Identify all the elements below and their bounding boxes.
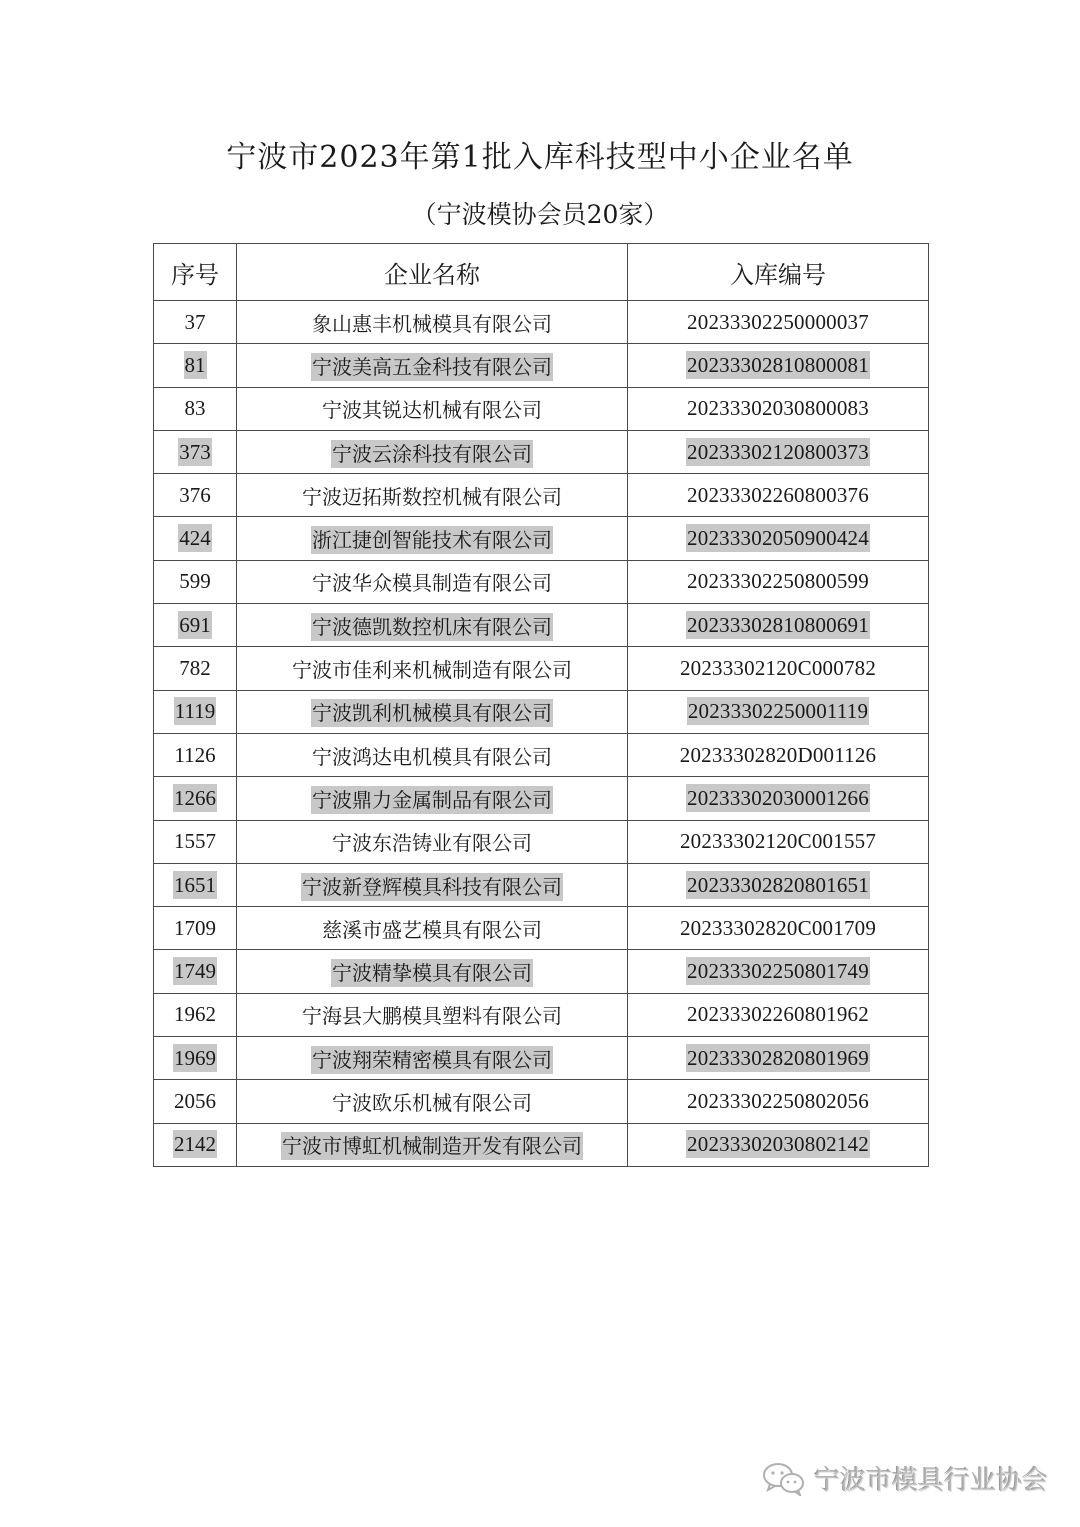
cell-enterprise-name	[237, 474, 628, 517]
table-row	[154, 387, 929, 430]
cell-registration-code-text: 20233302820801651	[687, 872, 869, 897]
cell-registration-code-text: 20233302120C001557	[679, 829, 877, 854]
cell-registration-code-text: 20233302810800691	[687, 612, 869, 637]
cell-registration-code	[628, 344, 929, 387]
cell-enterprise-name-text: 慈溪市盛艺模具有限公司	[322, 917, 542, 942]
cell-enterprise-name-text: 宁波美高五金科技有限公司	[312, 354, 552, 379]
cell-registration-code	[628, 950, 929, 993]
cell-enterprise-name	[237, 820, 628, 863]
cell-enterprise-name	[237, 733, 628, 776]
cell-enterprise-name-text: 宁波翔荣精密模具有限公司	[312, 1047, 552, 1072]
cell-enterprise-name	[237, 560, 628, 603]
cell-enterprise-name-text: 宁波精挚模具有限公司	[332, 961, 532, 986]
enterprise-table	[153, 243, 929, 1167]
cell-registration-code	[628, 820, 929, 863]
cell-registration-code-text: 20233302030800083	[687, 396, 869, 421]
cell-serial-number	[154, 344, 237, 387]
cell-enterprise-name	[237, 1080, 628, 1123]
cell-registration-code-text: 20233302250801749	[687, 959, 869, 984]
cell-serial-number	[154, 474, 237, 517]
cell-enterprise-name-text: 宁波德凯数控机床有限公司	[312, 614, 552, 639]
table-row	[154, 733, 929, 776]
table-row	[154, 993, 929, 1036]
cell-registration-code	[628, 993, 929, 1036]
cell-serial-number	[154, 1080, 237, 1123]
cell-serial-number	[154, 950, 237, 993]
table-row	[154, 950, 929, 993]
cell-enterprise-name-text: 宁波鸿达电机模具有限公司	[312, 744, 552, 769]
cell-registration-code	[628, 517, 929, 560]
cell-enterprise-name	[237, 950, 628, 993]
cell-serial-number	[154, 690, 237, 733]
cell-enterprise-name-text: 宁波云涂科技有限公司	[332, 441, 532, 466]
cell-registration-code	[628, 430, 929, 473]
cell-enterprise-name-text: 宁波市博虹机械制造开发有限公司	[282, 1134, 582, 1159]
cell-serial-number-text: 2056	[174, 1088, 216, 1113]
cell-serial-number-text: 1651	[174, 872, 216, 897]
cell-serial-number-text: 424	[179, 526, 211, 551]
cell-enterprise-name-text: 宁波鼎力金属制品有限公司	[312, 787, 552, 812]
cell-serial-number	[154, 647, 237, 690]
cell-enterprise-name	[237, 1123, 628, 1166]
cell-enterprise-name	[237, 863, 628, 906]
cell-enterprise-name	[237, 387, 628, 430]
cell-serial-number-text: 691	[179, 612, 211, 637]
table-row	[154, 820, 929, 863]
header-serial-number: 序号	[154, 244, 237, 301]
cell-serial-number	[154, 301, 237, 344]
cell-enterprise-name	[237, 344, 628, 387]
table-row	[154, 430, 929, 473]
cell-registration-code	[628, 387, 929, 430]
cell-registration-code-text: 20233302820801969	[687, 1045, 869, 1070]
cell-registration-code	[628, 863, 929, 906]
cell-registration-code	[628, 1037, 929, 1080]
table-row	[154, 907, 929, 950]
cell-enterprise-name	[237, 777, 628, 820]
cell-registration-code-text: 20233302820C001709	[679, 915, 877, 940]
table-row	[154, 777, 929, 820]
cell-enterprise-name	[237, 604, 628, 647]
cell-enterprise-name	[237, 907, 628, 950]
cell-registration-code-text: 20233302260801962	[687, 1002, 869, 1027]
cell-registration-code	[628, 733, 929, 776]
watermark-text: 宁波市模具行业协会	[813, 1466, 1048, 1496]
cell-registration-code	[628, 560, 929, 603]
cell-serial-number	[154, 1037, 237, 1080]
cell-registration-code	[628, 1123, 929, 1166]
cell-registration-code	[628, 301, 929, 344]
header-enterprise-name: 企业名称	[237, 244, 628, 301]
cell-registration-code	[628, 907, 929, 950]
cell-serial-number	[154, 777, 237, 820]
cell-serial-number-text: 1557	[174, 829, 216, 854]
cell-enterprise-name-text: 宁波凯利机械模具有限公司	[312, 701, 552, 726]
cell-serial-number	[154, 993, 237, 1036]
cell-serial-number	[154, 820, 237, 863]
cell-registration-code-text: 20233302250000037	[687, 309, 869, 334]
cell-registration-code	[628, 474, 929, 517]
header-registration-code: 入库编号	[628, 244, 929, 301]
cell-serial-number-text: 37	[184, 309, 206, 334]
cell-serial-number-text: 1709	[174, 915, 216, 940]
cell-serial-number	[154, 907, 237, 950]
cell-serial-number-text: 373	[179, 439, 211, 464]
cell-registration-code	[628, 1080, 929, 1123]
table-row	[154, 344, 929, 387]
cell-enterprise-name-text: 宁波欧乐机械有限公司	[332, 1090, 532, 1115]
table-row	[154, 690, 929, 733]
cell-enterprise-name-text: 宁波东浩铸业有限公司	[332, 831, 532, 856]
cell-enterprise-name-text: 宁波市佳利来机械制造有限公司	[292, 658, 572, 683]
document-subtitle: （宁波模协会员20家）	[411, 200, 669, 229]
cell-enterprise-name	[237, 993, 628, 1036]
cell-registration-code-text: 20233302120800373	[687, 439, 869, 464]
cell-registration-code-text: 20233302120C000782	[679, 656, 877, 681]
cell-serial-number-text: 83	[184, 396, 206, 421]
cell-serial-number	[154, 863, 237, 906]
watermark	[762, 1460, 1048, 1497]
cell-enterprise-name-text: 宁波华众模具制造有限公司	[312, 571, 552, 596]
cell-enterprise-name-text: 浙江捷创智能技术有限公司	[312, 528, 552, 553]
cell-serial-number-text: 81	[184, 352, 206, 377]
cell-enterprise-name	[237, 690, 628, 733]
cell-registration-code-text: 20233302050900424	[687, 526, 869, 551]
cell-serial-number-text: 2142	[174, 1132, 216, 1157]
cell-serial-number	[154, 430, 237, 473]
cell-serial-number-text: 599	[179, 569, 211, 594]
table-row	[154, 474, 929, 517]
table-row	[154, 1080, 929, 1123]
cell-serial-number-text: 1126	[174, 742, 216, 767]
table-row	[154, 647, 929, 690]
cell-enterprise-name	[237, 647, 628, 690]
cell-serial-number	[154, 733, 237, 776]
cell-registration-code-text: 20233302260800376	[687, 482, 869, 507]
cell-registration-code-text: 20233302030001266	[687, 785, 869, 810]
cell-registration-code	[628, 604, 929, 647]
table-row	[154, 1037, 929, 1080]
cell-registration-code-text: 20233302820D001126	[679, 742, 877, 767]
cell-serial-number	[154, 387, 237, 430]
cell-registration-code-text: 20233302810800081	[687, 352, 869, 377]
cell-serial-number	[154, 1123, 237, 1166]
cell-serial-number	[154, 604, 237, 647]
wechat-icon	[762, 1462, 806, 1496]
cell-serial-number-text: 376	[179, 482, 211, 507]
cell-enterprise-name	[237, 301, 628, 344]
cell-serial-number-text: 1119	[174, 699, 216, 724]
table-row	[154, 1123, 929, 1166]
table-row	[154, 604, 929, 647]
cell-enterprise-name-text: 宁波其锐达机械有限公司	[322, 398, 542, 423]
table-row	[154, 560, 929, 603]
cell-registration-code-text: 20233302250800599	[687, 569, 869, 594]
cell-enterprise-name	[237, 430, 628, 473]
table-row	[154, 517, 929, 560]
cell-registration-code-text: 20233302250802056	[687, 1088, 869, 1113]
cell-serial-number	[154, 560, 237, 603]
cell-enterprise-name-text: 象山惠丰机械模具有限公司	[312, 311, 552, 336]
cell-serial-number	[154, 517, 237, 560]
cell-enterprise-name	[237, 517, 628, 560]
document-title: 宁波市2023年第1批入库科技型中小企业名单	[226, 140, 854, 175]
cell-registration-code-text: 20233302030802142	[687, 1132, 869, 1157]
cell-registration-code	[628, 647, 929, 690]
table-header-row	[154, 244, 929, 301]
cell-serial-number-text: 1962	[174, 1002, 216, 1027]
cell-registration-code	[628, 690, 929, 733]
cell-serial-number-text: 1749	[174, 959, 216, 984]
cell-serial-number-text: 1969	[174, 1045, 216, 1070]
cell-enterprise-name-text: 宁波迈拓斯数控机械有限公司	[302, 484, 562, 509]
table-row	[154, 301, 929, 344]
cell-enterprise-name-text: 宁波新登辉模具科技有限公司	[302, 874, 562, 899]
table-row	[154, 863, 929, 906]
cell-enterprise-name	[237, 1037, 628, 1080]
cell-registration-code	[628, 777, 929, 820]
cell-serial-number-text: 782	[179, 656, 211, 681]
cell-serial-number-text: 1266	[174, 785, 216, 810]
cell-registration-code-text: 20233302250001119	[687, 699, 869, 724]
cell-enterprise-name-text: 宁海县大鹏模具塑料有限公司	[302, 1004, 562, 1029]
